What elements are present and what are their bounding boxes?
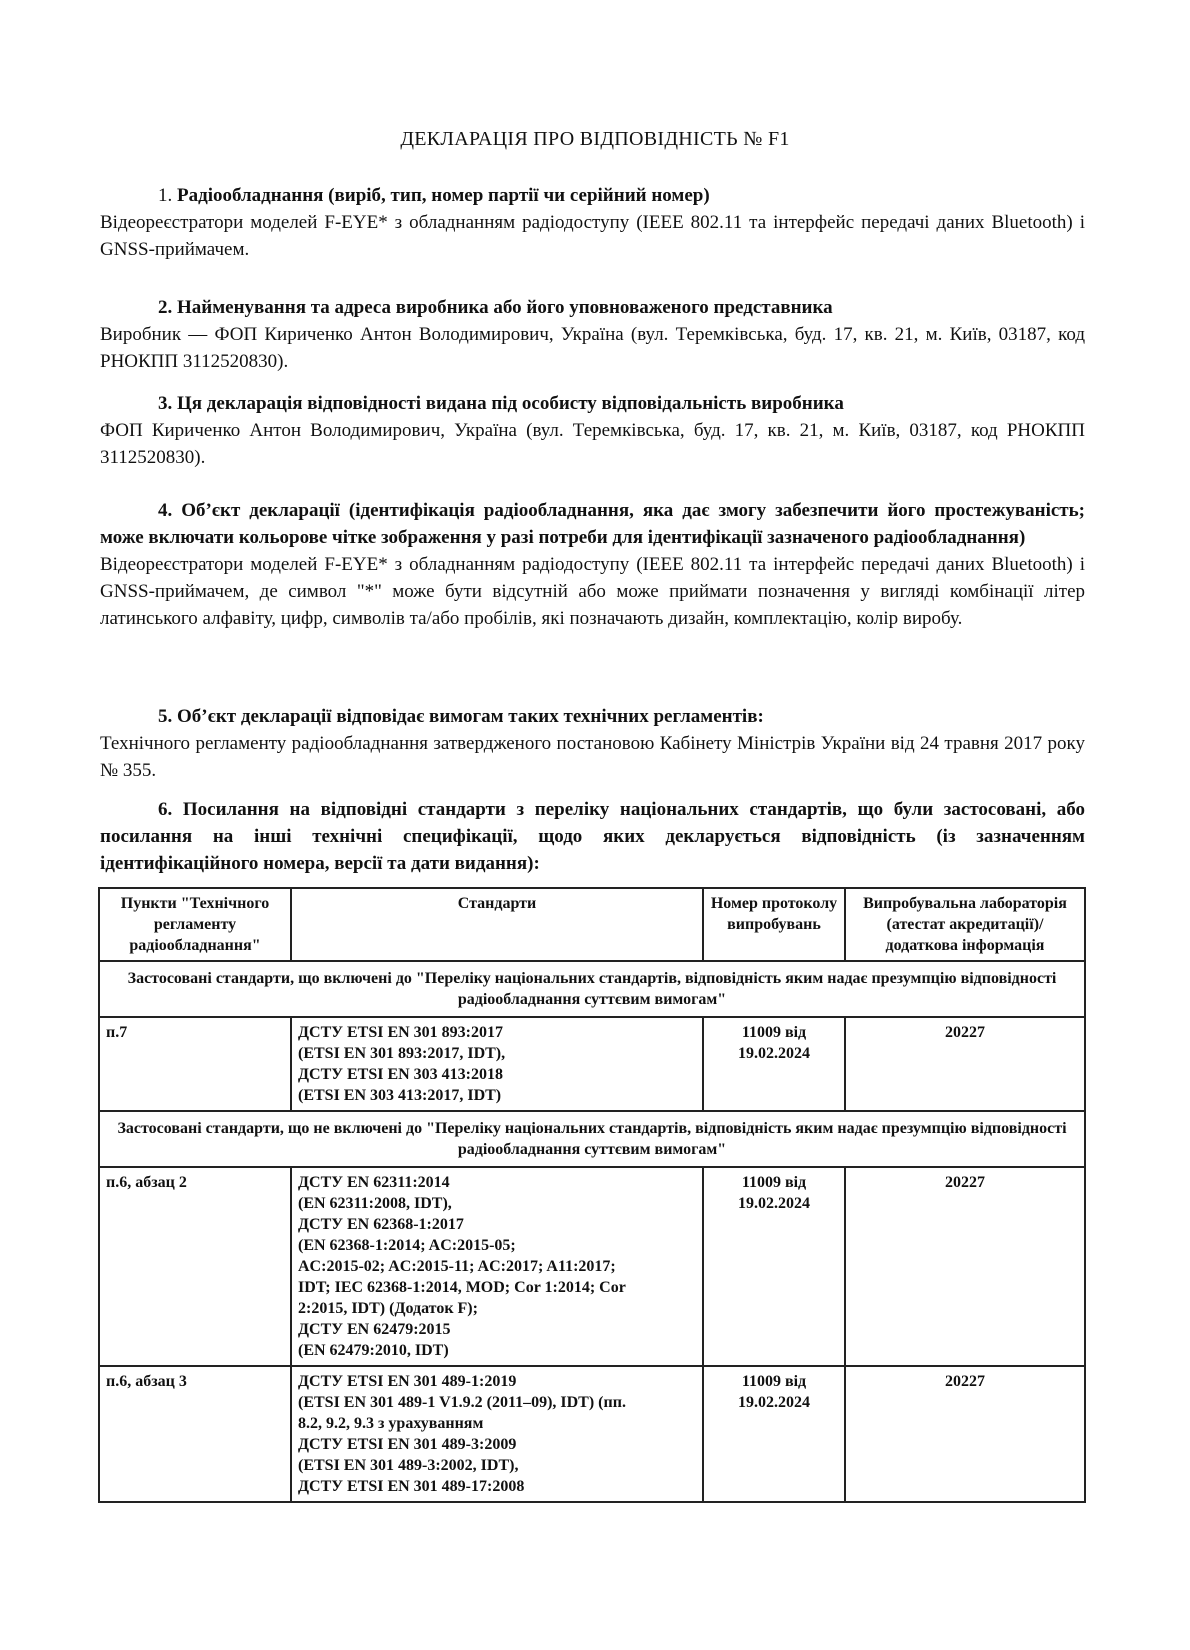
- clause-cell: п.7: [99, 1017, 291, 1111]
- table-row: [99, 1017, 1085, 1111]
- header-protocol: Номер протоколу випробувань: [703, 888, 845, 961]
- section-number: 6.: [158, 799, 173, 820]
- section-number: 1.: [158, 185, 173, 206]
- lab-cell: 20227: [845, 1366, 1085, 1502]
- section-heading-text: Ця декларація відповідності видана під особисту відповідальність виробника: [177, 393, 844, 414]
- group-row: [99, 961, 1085, 1017]
- group-1-caption: Застосовані стандарти, що включені до "Переліку національних стандартів, відповідність яким надає презумпцію відповідності радіообладнання суттєвим вимогам": [99, 961, 1085, 1017]
- group-row: [99, 1111, 1085, 1167]
- section-number: 3.: [158, 393, 173, 414]
- section-4: [100, 497, 1085, 632]
- protocol-cell: 11009 від 19.02.2024: [703, 1017, 845, 1111]
- section-6: [100, 796, 1085, 877]
- section-heading: [100, 390, 1085, 417]
- protocol-cell: 11009 від 19.02.2024: [703, 1167, 845, 1366]
- header-lab: Випробувальна лабораторія (атестат акредитації)/ додаткова інформація: [845, 888, 1085, 961]
- table-row: [99, 1167, 1085, 1366]
- section-heading: [100, 796, 1085, 877]
- section-body: Відеореєстратори моделей F-EYE* з обладнанням радіодоступу (IEEE 802.11 та інтерфейс передачі даних Bluetooth) і GNSS-приймачем.: [100, 212, 1085, 260]
- section-body: ФОП Кириченко Антон Володимирович, Україна (вул. Теремківська, буд. 17, кв. 21, м. Київ, 03187, код РНОКПП 3112520830).: [100, 420, 1085, 468]
- standards-cell: ДСТУ ETSI EN 301 893:2017 (ETSI EN 301 893:2017, IDT), ДСТУ ETSI EN 303 413:2018 (ETSI EN 303 413:2017, IDT): [291, 1017, 703, 1111]
- section-heading-text: Об’єкт декларації відповідає вимогам таких технічних регламентів:: [177, 706, 764, 727]
- section-number: 4.: [158, 500, 173, 521]
- section-body: Виробник — ФОП Кириченко Антон Володимирович, Україна (вул. Теремківська, буд. 17, кв. 21, м. Київ, 03187, код РНОКПП 3112520830).: [100, 324, 1085, 372]
- clause-cell: п.6, абзац 2: [99, 1167, 291, 1366]
- table-header-row: [99, 888, 1085, 961]
- section-heading-text: Посилання на відповідні стандарти з переліку національних стандартів, що були застосовані, або посилання на інші технічні специфікації, щодо яких декларується відповідність (із зазначенням ідентифікаційного номера, версії та дати видання):: [100, 799, 1085, 874]
- section-heading: [100, 703, 1085, 730]
- table-row: [99, 1366, 1085, 1502]
- section-body: Відеореєстратори моделей F-EYE* з обладнанням радіодоступу (IEEE 802.11 та інтерфейс передачі даних Bluetooth) і GNSS-приймачем, де символ "*" може бути відсутній або може приймати позначення у вигляді комбінації літер латинського алфавіту, цифр, символів та/або пробілів, які позначають дизайн, комплектацію, колір виробу.: [100, 554, 1085, 629]
- section-heading: [100, 182, 1085, 209]
- section-1: [100, 182, 1085, 263]
- standards-cell: ДСТУ EN 62311:2014 (EN 62311:2008, IDT), ДСТУ EN 62368-1:2017 (EN 62368-1:2014; AC:2015-05; AC:2015-02; AC:2015-11; AC:2017; A11:2017; IDT; IEC 62368-1:2014, MOD; Cor 1:2014; Cor 2:2015, IDT) (Додаток F); ДСТУ EN 62479:2015 (EN 62479:2010, IDT): [291, 1167, 703, 1366]
- section-heading: [100, 294, 1085, 321]
- header-clause: Пункти "Технічного регламенту радіообладнання": [99, 888, 291, 961]
- clause-cell: п.6, абзац 3: [99, 1366, 291, 1502]
- section-3: [100, 390, 1085, 471]
- protocol-cell: 11009 від 19.02.2024: [703, 1366, 845, 1502]
- standards-cell: ДСТУ ETSI EN 301 489-1:2019 (ETSI EN 301 489-1 V1.9.2 (2011–09), IDT) (пп. 8.2, 9.2, 9.3 з урахуванням ДСТУ ETSI EN 301 489-3:2009 (ETSI EN 301 489-3:2002, IDT), ДСТУ ETSI EN 301 489-17:2008: [291, 1366, 703, 1502]
- section-body: Технічного регламенту радіообладнання затвердженого постановою Кабінету Міністрів України від 24 травня 2017 року № 355.: [100, 733, 1085, 781]
- section-heading-text: Найменування та адреса виробника або його уповноваженого представника: [177, 297, 833, 318]
- section-number: 5.: [158, 706, 173, 727]
- lab-cell: 20227: [845, 1167, 1085, 1366]
- lab-cell: 20227: [845, 1017, 1085, 1111]
- standards-table: [98, 887, 1086, 1503]
- group-2-caption: Застосовані стандарти, що не включені до "Переліку національних стандартів, відповідність яким надає презумпцію відповідності радіообладнання суттєвим вимогам": [99, 1111, 1085, 1167]
- document-title: ДЕКЛАРАЦІЯ ПРО ВІДПОВІДНІСТЬ № F1: [400, 128, 790, 150]
- section-heading: [100, 497, 1085, 551]
- section-number: 2.: [158, 297, 173, 318]
- section-heading-text: Радіообладнання (виріб, тип, номер партії чи серійний номер): [177, 185, 710, 206]
- section-2: [100, 294, 1085, 375]
- section-5: [100, 703, 1085, 784]
- header-standards: Стандарти: [291, 888, 703, 961]
- section-heading-text: Об’єкт декларації (ідентифікація радіообладнання, яка дає змогу забезпечити його простежуваність; може включати кольорове чітке зображення у разі потреби для ідентифікації зазначеного радіообладнання): [100, 500, 1085, 548]
